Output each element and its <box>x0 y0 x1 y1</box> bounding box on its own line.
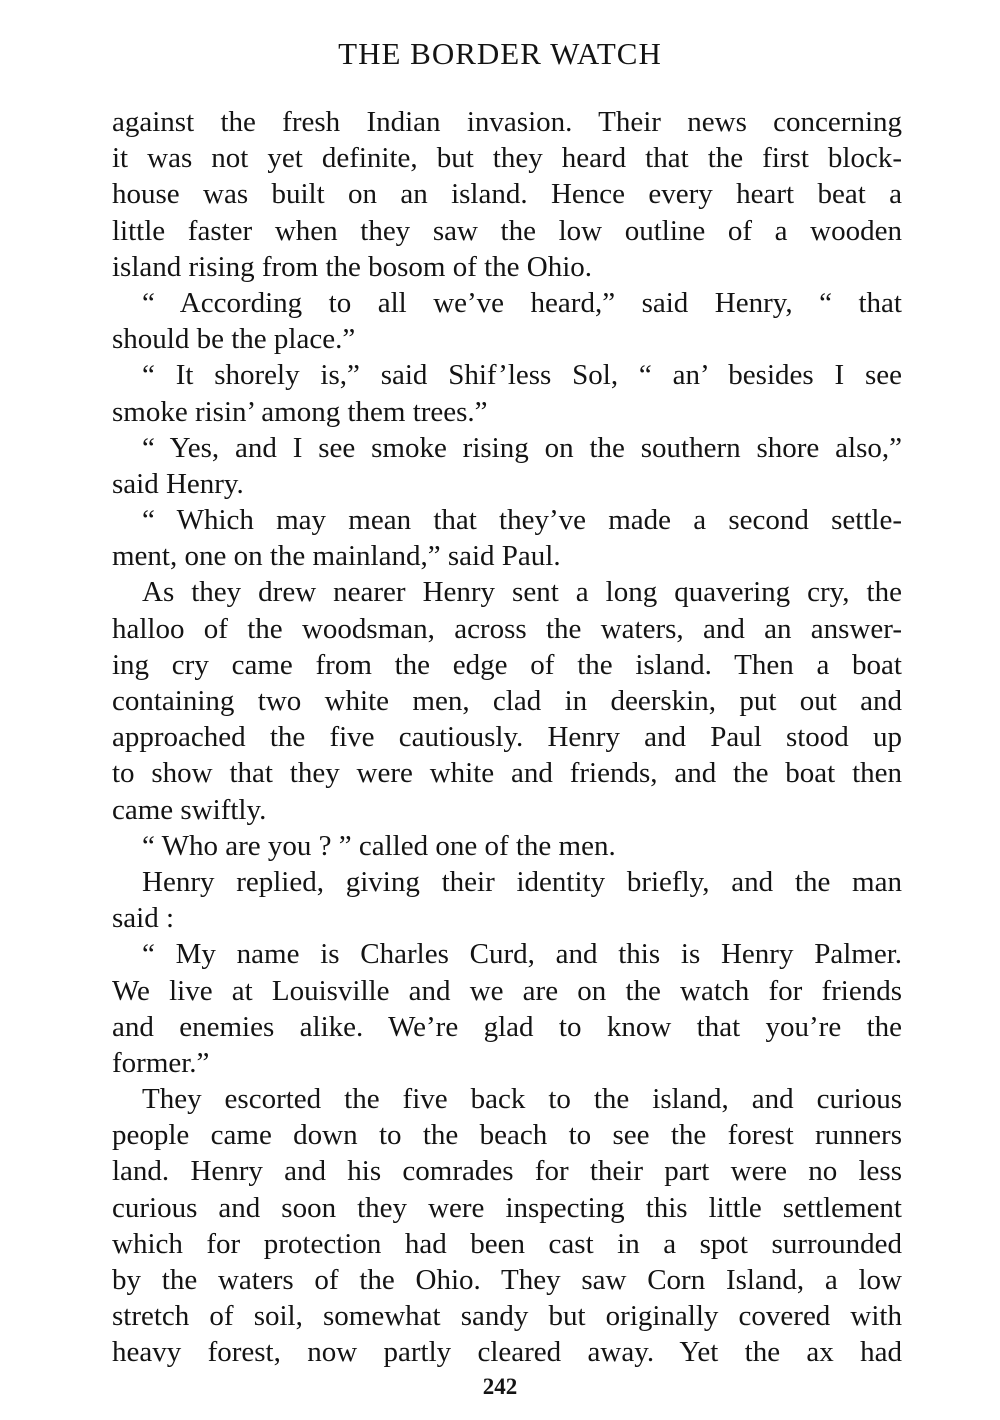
text-line: to show that they were white and friends, and the boat then <box>112 757 902 790</box>
text-line: “ My name is Charles Curd, and this is Henry Palmer. <box>142 938 902 971</box>
text-line: former.” <box>112 1046 210 1079</box>
page-number: 242 <box>482 1374 518 1399</box>
text-line: “ Yes, and I see smoke rising on the southern shore also,” <box>142 431 902 464</box>
text-line: it was not yet definite, but they heard that the first block- <box>112 142 902 175</box>
text-line: and enemies alike. We’re glad to know that you’re the <box>112 1010 902 1043</box>
running-title: THE BORDER WATCH <box>338 36 662 71</box>
text-line: “ It shorely is,” said Shif’less Sol, “ an’ besides I see <box>142 359 902 392</box>
text-line: little faster when they saw the low outline of a wooden <box>112 214 902 247</box>
text-line: containing two white men, clad in deerskin, put out and <box>112 685 902 717</box>
text-line: “ According to all we’ve heard,” said Henry, “ that <box>142 286 902 319</box>
text-line: house was built on an island. Hence every heart beat a <box>112 178 902 211</box>
text-line: against the fresh Indian invasion. Their news concerning <box>112 106 902 138</box>
text-line: said Henry. <box>112 467 244 500</box>
text-line: came swiftly. <box>112 793 267 826</box>
text-line: which for protection had been cast in a spot surrounded <box>112 1227 902 1260</box>
text-line: ment, one on the mainland,” said Paul. <box>112 540 561 573</box>
text-line: As they drew nearer Henry sent a long quavering cry, the <box>142 576 902 609</box>
text-line: said : <box>112 902 175 935</box>
text-line: They escorted the five back to the island, and curious <box>142 1083 902 1116</box>
text-line: stretch of soil, somewhat sandy but originally covered with <box>112 1300 902 1333</box>
text-line: halloo of the woodsman, across the waters, and an answer- <box>112 612 902 645</box>
text-line: by the waters of the Ohio. They saw Corn Island, a low <box>112 1264 902 1296</box>
text-line: land. Henry and his comrades for their part were no less <box>112 1155 902 1188</box>
text-line: “ Who are you ? ” called one of the men. <box>142 829 616 862</box>
text-line: approached the five cautiously. Henry and Paul stood up <box>112 721 902 754</box>
text-line: heavy forest, now partly cleared away. Yet the ax had <box>112 1336 902 1369</box>
body-text <box>112 104 902 1371</box>
text-line: “ Which may mean that they’ve made a second settle- <box>142 504 902 537</box>
text-line: smoke risin’ among them trees.” <box>112 395 488 428</box>
text-line: curious and soon they were inspecting this little settlement <box>112 1191 902 1224</box>
text-line: people came down to the beach to see the forest runners <box>112 1119 902 1152</box>
text-line: island rising from the bosom of the Ohio. <box>112 250 593 283</box>
text-line: We live at Louisville and we are on the watch for friends <box>112 974 902 1007</box>
text-line: Henry replied, giving their identity briefly, and the man <box>142 865 902 898</box>
text-line: should be the place.” <box>112 323 356 356</box>
text-line: ing cry came from the edge of the island. Then a boat <box>112 648 902 681</box>
